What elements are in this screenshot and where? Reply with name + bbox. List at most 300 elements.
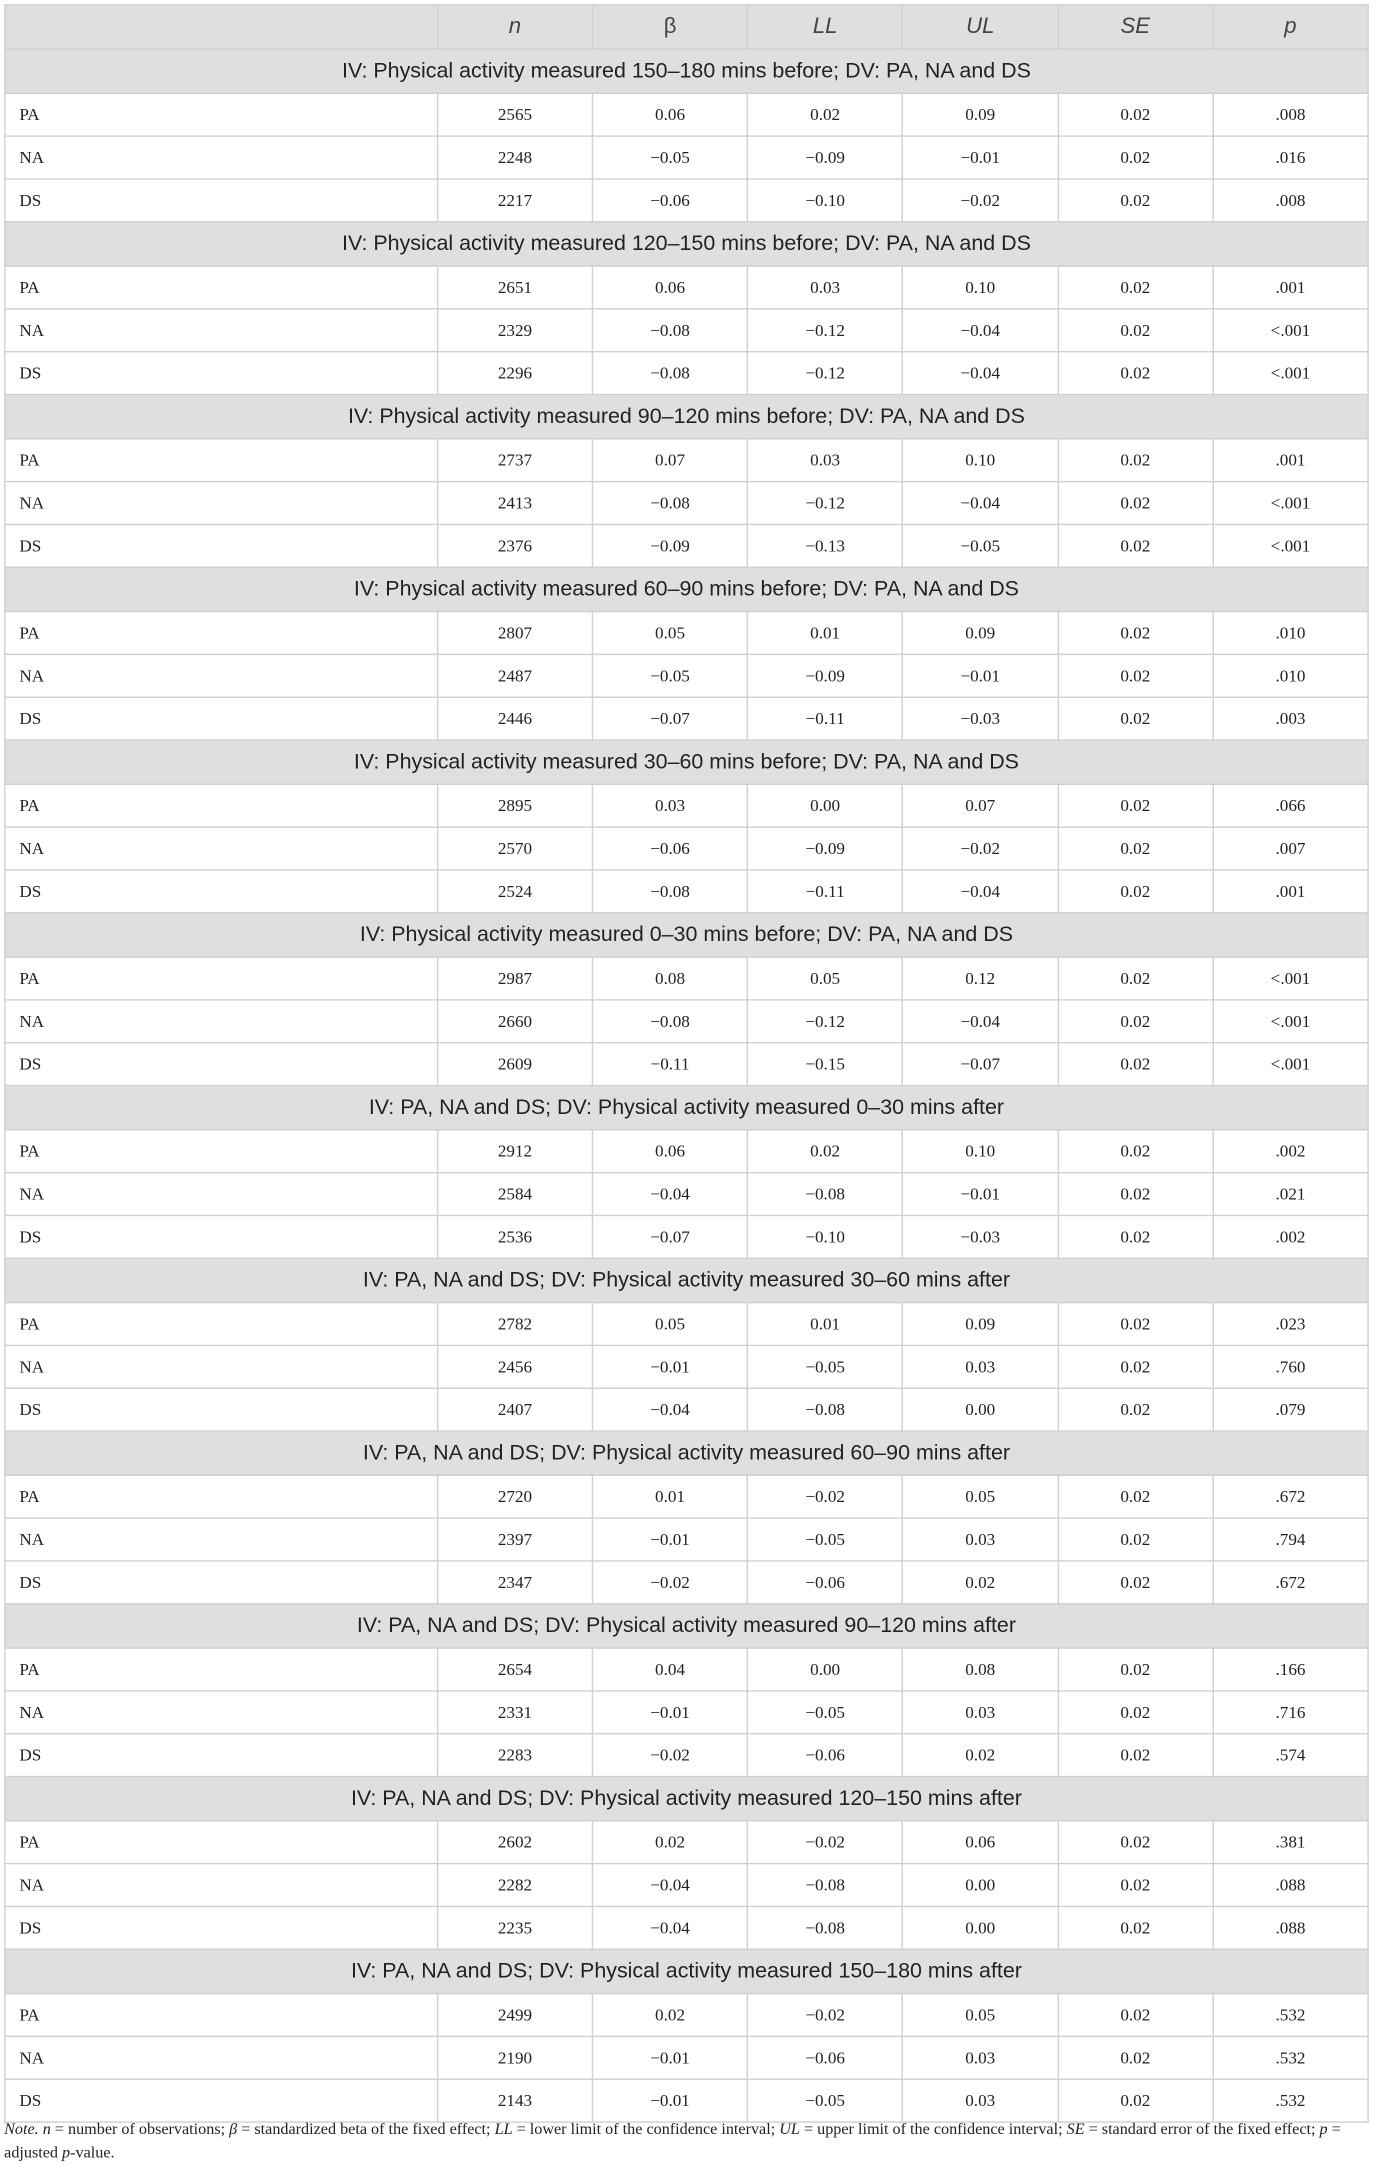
row-label: NA xyxy=(5,136,438,179)
row-label: PA xyxy=(5,439,438,482)
section-title: IV: Physical activity measured 0–30 mins before; DV: PA, NA and DS xyxy=(5,913,1368,957)
row-label: PA xyxy=(5,1130,438,1173)
beta-value: −0.06 xyxy=(593,827,748,870)
p-value: .672 xyxy=(1213,1561,1368,1604)
table-row xyxy=(5,2079,1368,2122)
beta-value: 0.06 xyxy=(593,93,748,136)
ll-value: 0.01 xyxy=(748,1303,903,1346)
se-value: 0.02 xyxy=(1058,1518,1213,1561)
row-label: PA xyxy=(5,1475,438,1518)
beta-value: 0.05 xyxy=(593,1303,748,1346)
row-label: DS xyxy=(5,2079,438,2122)
n-value: 2609 xyxy=(437,1043,592,1086)
se-value: 0.02 xyxy=(1058,1864,1213,1907)
p-value: .021 xyxy=(1213,1173,1368,1216)
row-label: NA xyxy=(5,309,438,352)
row-label: NA xyxy=(5,2036,438,2079)
se-value: 0.02 xyxy=(1058,439,1213,482)
n-value: 2536 xyxy=(437,1215,592,1258)
beta-value: −0.06 xyxy=(593,179,748,222)
p-value: .016 xyxy=(1213,136,1368,179)
n-value: 2737 xyxy=(437,439,592,482)
table-row xyxy=(5,136,1368,179)
n-value: 2347 xyxy=(437,1561,592,1604)
n-value: 2446 xyxy=(437,697,592,740)
row-label: DS xyxy=(5,179,438,222)
p-value: .532 xyxy=(1213,2079,1368,2122)
se-value: 0.02 xyxy=(1058,1475,1213,1518)
ll-value: 0.05 xyxy=(748,957,903,1000)
ll-value: −0.08 xyxy=(748,1864,903,1907)
ll-value: −0.08 xyxy=(748,1173,903,1216)
beta-value: −0.04 xyxy=(593,1864,748,1907)
se-value: 0.02 xyxy=(1058,957,1213,1000)
ll-value: 0.00 xyxy=(748,1648,903,1691)
beta-value: −0.04 xyxy=(593,1906,748,1949)
p-value: .166 xyxy=(1213,1648,1368,1691)
n-value: 2376 xyxy=(437,524,592,567)
ll-value: −0.08 xyxy=(748,1388,903,1431)
beta-value: −0.01 xyxy=(593,1518,748,1561)
ul-value: 0.00 xyxy=(903,1906,1058,1949)
header-beta: β xyxy=(593,5,748,49)
ul-value: 0.10 xyxy=(903,1130,1058,1173)
header-p: p xyxy=(1213,5,1368,49)
note-symbol: UL xyxy=(779,2119,800,2138)
section-title: IV: PA, NA and DS; DV: Physical activity measured 90–120 mins after xyxy=(5,1604,1368,1648)
se-value: 0.02 xyxy=(1058,1215,1213,1258)
beta-value: 0.05 xyxy=(593,612,748,655)
n-value: 2397 xyxy=(437,1518,592,1561)
ul-value: −0.04 xyxy=(903,309,1058,352)
row-label: DS xyxy=(5,1734,438,1777)
table-row xyxy=(5,957,1368,1000)
section-title: IV: PA, NA and DS; DV: Physical activity measured 150–180 mins after xyxy=(5,1949,1368,1993)
p-value: .532 xyxy=(1213,2036,1368,2079)
ll-value: −0.06 xyxy=(748,1734,903,1777)
row-label: DS xyxy=(5,870,438,913)
row-label: DS xyxy=(5,1906,438,1949)
n-value: 2602 xyxy=(437,1821,592,1864)
ul-value: 0.03 xyxy=(903,1691,1058,1734)
beta-value: −0.08 xyxy=(593,482,748,525)
beta-value: −0.07 xyxy=(593,1215,748,1258)
table-row xyxy=(5,1734,1368,1777)
beta-value: −0.01 xyxy=(593,2036,748,2079)
table-row xyxy=(5,1000,1368,1043)
ul-value: 0.00 xyxy=(903,1864,1058,1907)
se-value: 0.02 xyxy=(1058,654,1213,697)
section-header-row xyxy=(5,1949,1368,1993)
beta-value: −0.08 xyxy=(593,870,748,913)
ll-value: −0.08 xyxy=(748,1906,903,1949)
ul-value: −0.04 xyxy=(903,870,1058,913)
beta-value: −0.09 xyxy=(593,524,748,567)
se-value: 0.02 xyxy=(1058,1821,1213,1864)
note-symbol: p xyxy=(62,2143,71,2162)
n-value: 2912 xyxy=(437,1130,592,1173)
ll-value: −0.12 xyxy=(748,309,903,352)
p-value: <.001 xyxy=(1213,309,1368,352)
p-value: .001 xyxy=(1213,266,1368,309)
table-row xyxy=(5,1043,1368,1086)
p-value: .003 xyxy=(1213,697,1368,740)
beta-value: 0.06 xyxy=(593,266,748,309)
n-value: 2235 xyxy=(437,1906,592,1949)
section-header-row xyxy=(5,567,1368,611)
ll-value: −0.10 xyxy=(748,179,903,222)
note-text: = upper limit of the confidence interval; xyxy=(799,2119,1067,2138)
section-header-row xyxy=(5,222,1368,266)
se-value: 0.02 xyxy=(1058,1388,1213,1431)
section-header-row xyxy=(5,740,1368,784)
ul-value: 0.06 xyxy=(903,1821,1058,1864)
ul-value: 0.12 xyxy=(903,957,1058,1000)
se-value: 0.02 xyxy=(1058,1345,1213,1388)
table-row xyxy=(5,1561,1368,1604)
table-row xyxy=(5,1303,1368,1346)
row-label: PA xyxy=(5,1648,438,1691)
table-row xyxy=(5,1345,1368,1388)
beta-value: −0.04 xyxy=(593,1173,748,1216)
ul-value: 0.00 xyxy=(903,1388,1058,1431)
n-value: 2524 xyxy=(437,870,592,913)
ll-value: −0.09 xyxy=(748,827,903,870)
n-value: 2282 xyxy=(437,1864,592,1907)
row-label: NA xyxy=(5,1000,438,1043)
note-text: = standard error of the fixed effect; xyxy=(1084,2119,1320,2138)
row-label: PA xyxy=(5,93,438,136)
table-row xyxy=(5,1388,1368,1431)
se-value: 0.02 xyxy=(1058,1173,1213,1216)
p-value: .079 xyxy=(1213,1388,1368,1431)
ll-value: 0.03 xyxy=(748,439,903,482)
table-row xyxy=(5,1821,1368,1864)
ll-value: −0.15 xyxy=(748,1043,903,1086)
se-value: 0.02 xyxy=(1058,1043,1213,1086)
note-symbol: p xyxy=(1319,2119,1328,2138)
beta-value: −0.08 xyxy=(593,309,748,352)
row-label: NA xyxy=(5,1864,438,1907)
n-value: 2248 xyxy=(437,136,592,179)
p-value: .023 xyxy=(1213,1303,1368,1346)
ul-value: 0.03 xyxy=(903,1518,1058,1561)
section-title: IV: PA, NA and DS; DV: Physical activity measured 30–60 mins after xyxy=(5,1258,1368,1302)
p-value: .001 xyxy=(1213,870,1368,913)
ul-value: 0.08 xyxy=(903,1648,1058,1691)
ul-value: 0.05 xyxy=(903,1994,1058,2037)
ll-value: −0.05 xyxy=(748,1518,903,1561)
table-row xyxy=(5,1475,1368,1518)
n-value: 2456 xyxy=(437,1345,592,1388)
ll-value: −0.06 xyxy=(748,1561,903,1604)
table-body xyxy=(5,49,1368,2122)
table-row xyxy=(5,439,1368,482)
se-value: 0.02 xyxy=(1058,179,1213,222)
ul-value: 0.07 xyxy=(903,784,1058,827)
row-label: NA xyxy=(5,1173,438,1216)
n-value: 2407 xyxy=(437,1388,592,1431)
p-value: <.001 xyxy=(1213,957,1368,1000)
ll-value: −0.05 xyxy=(748,1691,903,1734)
note-symbol: β xyxy=(229,2119,238,2138)
se-value: 0.02 xyxy=(1058,352,1213,395)
ll-value: −0.02 xyxy=(748,1994,903,2037)
row-label: PA xyxy=(5,266,438,309)
ul-value: −0.01 xyxy=(903,654,1058,697)
p-value: .672 xyxy=(1213,1475,1368,1518)
se-value: 0.02 xyxy=(1058,870,1213,913)
ul-value: −0.03 xyxy=(903,697,1058,740)
table-row xyxy=(5,1691,1368,1734)
n-value: 2584 xyxy=(437,1173,592,1216)
section-header-row xyxy=(5,913,1368,957)
row-label: DS xyxy=(5,1043,438,1086)
beta-value: 0.02 xyxy=(593,1821,748,1864)
row-label: NA xyxy=(5,482,438,525)
section-title: IV: PA, NA and DS; DV: Physical activity measured 0–30 mins after xyxy=(5,1086,1368,1130)
row-label: NA xyxy=(5,1691,438,1734)
n-value: 2296 xyxy=(437,352,592,395)
beta-value: 0.03 xyxy=(593,784,748,827)
se-value: 0.02 xyxy=(1058,1648,1213,1691)
note-symbol: SE xyxy=(1066,2119,1085,2138)
p-value: <.001 xyxy=(1213,482,1368,525)
ll-value: −0.09 xyxy=(748,136,903,179)
beta-value: −0.01 xyxy=(593,2079,748,2122)
se-value: 0.02 xyxy=(1058,827,1213,870)
row-label: DS xyxy=(5,524,438,567)
table-row xyxy=(5,2036,1368,2079)
table-row xyxy=(5,1130,1368,1173)
beta-value: 0.06 xyxy=(593,1130,748,1173)
n-value: 2190 xyxy=(437,2036,592,2079)
p-value: .010 xyxy=(1213,612,1368,655)
ll-value: −0.10 xyxy=(748,1215,903,1258)
se-value: 0.02 xyxy=(1058,1994,1213,2037)
header-label xyxy=(5,5,438,49)
row-label: DS xyxy=(5,1388,438,1431)
p-value: .574 xyxy=(1213,1734,1368,1777)
se-value: 0.02 xyxy=(1058,266,1213,309)
row-label: PA xyxy=(5,1303,438,1346)
beta-value: −0.11 xyxy=(593,1043,748,1086)
ul-value: 0.10 xyxy=(903,439,1058,482)
row-label: DS xyxy=(5,1561,438,1604)
row-label: DS xyxy=(5,352,438,395)
section-title: IV: Physical activity measured 60–90 mins before; DV: PA, NA and DS xyxy=(5,567,1368,611)
ll-value: −0.12 xyxy=(748,482,903,525)
row-label: NA xyxy=(5,1518,438,1561)
n-value: 2329 xyxy=(437,309,592,352)
p-value: .716 xyxy=(1213,1691,1368,1734)
ll-value: 0.01 xyxy=(748,612,903,655)
ll-value: −0.05 xyxy=(748,2079,903,2122)
ul-value: −0.07 xyxy=(903,1043,1058,1086)
p-value: .007 xyxy=(1213,827,1368,870)
se-value: 0.02 xyxy=(1058,136,1213,179)
ul-value: −0.01 xyxy=(903,1173,1058,1216)
p-value: .066 xyxy=(1213,784,1368,827)
se-value: 0.02 xyxy=(1058,2079,1213,2122)
ll-value: 0.03 xyxy=(748,266,903,309)
ul-value: 0.10 xyxy=(903,266,1058,309)
row-label: NA xyxy=(5,654,438,697)
table-row xyxy=(5,1648,1368,1691)
header-ll: LL xyxy=(748,5,903,49)
results-table xyxy=(4,4,1369,2123)
beta-value: −0.05 xyxy=(593,654,748,697)
row-label: PA xyxy=(5,1994,438,2037)
section-header-row xyxy=(5,395,1368,439)
p-value: .760 xyxy=(1213,1345,1368,1388)
row-label: DS xyxy=(5,1215,438,1258)
table-row xyxy=(5,1906,1368,1949)
se-value: 0.02 xyxy=(1058,309,1213,352)
se-value: 0.02 xyxy=(1058,1000,1213,1043)
p-value: .008 xyxy=(1213,179,1368,222)
n-value: 2143 xyxy=(437,2079,592,2122)
header-se: SE xyxy=(1058,5,1213,49)
ul-value: −0.01 xyxy=(903,136,1058,179)
n-value: 2782 xyxy=(437,1303,592,1346)
se-value: 0.02 xyxy=(1058,1734,1213,1777)
beta-value: 0.04 xyxy=(593,1648,748,1691)
p-value: .010 xyxy=(1213,654,1368,697)
ul-value: −0.05 xyxy=(903,524,1058,567)
ll-value: −0.13 xyxy=(748,524,903,567)
beta-value: −0.08 xyxy=(593,1000,748,1043)
row-label: PA xyxy=(5,612,438,655)
table-row xyxy=(5,1994,1368,2037)
n-value: 2487 xyxy=(437,654,592,697)
ll-value: −0.02 xyxy=(748,1475,903,1518)
n-value: 2660 xyxy=(437,1000,592,1043)
p-value: <.001 xyxy=(1213,524,1368,567)
p-value: .002 xyxy=(1213,1215,1368,1258)
beta-value: 0.08 xyxy=(593,957,748,1000)
ll-value: −0.12 xyxy=(748,1000,903,1043)
ll-value: −0.05 xyxy=(748,1345,903,1388)
ll-value: −0.06 xyxy=(748,2036,903,2079)
p-value: .381 xyxy=(1213,1821,1368,1864)
beta-value: −0.08 xyxy=(593,352,748,395)
ul-value: −0.04 xyxy=(903,482,1058,525)
ul-value: −0.02 xyxy=(903,179,1058,222)
row-label: NA xyxy=(5,1345,438,1388)
se-value: 0.02 xyxy=(1058,2036,1213,2079)
ll-value: −0.09 xyxy=(748,654,903,697)
table-row xyxy=(5,524,1368,567)
beta-value: 0.01 xyxy=(593,1475,748,1518)
ul-value: 0.02 xyxy=(903,1734,1058,1777)
ll-value: −0.02 xyxy=(748,1821,903,1864)
table-row xyxy=(5,309,1368,352)
se-value: 0.02 xyxy=(1058,524,1213,567)
n-value: 2987 xyxy=(437,957,592,1000)
ll-value: 0.02 xyxy=(748,1130,903,1173)
table-row xyxy=(5,266,1368,309)
note-symbol: n xyxy=(42,2119,51,2138)
table-row xyxy=(5,697,1368,740)
beta-value: −0.01 xyxy=(593,1691,748,1734)
row-label: PA xyxy=(5,784,438,827)
table-note xyxy=(4,2117,1373,2164)
ul-value: 0.03 xyxy=(903,2079,1058,2122)
n-value: 2565 xyxy=(437,93,592,136)
ul-value: 0.09 xyxy=(903,1303,1058,1346)
p-value: .532 xyxy=(1213,1994,1368,2037)
beta-value: −0.05 xyxy=(593,136,748,179)
section-header-row xyxy=(5,49,1368,93)
header-n: n xyxy=(437,5,592,49)
table-row xyxy=(5,1518,1368,1561)
se-value: 0.02 xyxy=(1058,482,1213,525)
p-value: .794 xyxy=(1213,1518,1368,1561)
row-label: NA xyxy=(5,827,438,870)
note-lead: Note. xyxy=(4,2119,39,2138)
n-value: 2283 xyxy=(437,1734,592,1777)
p-value: <.001 xyxy=(1213,1000,1368,1043)
ll-value: −0.12 xyxy=(748,352,903,395)
ul-value: 0.03 xyxy=(903,2036,1058,2079)
note-text: = adjusted xyxy=(4,2119,1341,2162)
note-text: = number of observations; xyxy=(50,2119,230,2138)
table-row xyxy=(5,482,1368,525)
n-value: 2499 xyxy=(437,1994,592,2037)
n-value: 2651 xyxy=(437,266,592,309)
section-title: IV: Physical activity measured 150–180 mins before; DV: PA, NA and DS xyxy=(5,49,1368,93)
se-value: 0.02 xyxy=(1058,697,1213,740)
note-symbol: LL xyxy=(494,2119,513,2138)
note-text: -value. xyxy=(70,2143,115,2162)
n-value: 2217 xyxy=(437,179,592,222)
row-label: PA xyxy=(5,1821,438,1864)
section-title: IV: PA, NA and DS; DV: Physical activity measured 60–90 mins after xyxy=(5,1431,1368,1475)
row-label: PA xyxy=(5,957,438,1000)
section-title: IV: PA, NA and DS; DV: Physical activity measured 120–150 mins after xyxy=(5,1777,1368,1821)
ul-value: −0.03 xyxy=(903,1215,1058,1258)
ul-value: 0.09 xyxy=(903,612,1058,655)
n-value: 2654 xyxy=(437,1648,592,1691)
ul-value: −0.02 xyxy=(903,827,1058,870)
ll-value: −0.11 xyxy=(748,697,903,740)
ul-value: 0.09 xyxy=(903,93,1058,136)
row-label: DS xyxy=(5,697,438,740)
table-row xyxy=(5,1215,1368,1258)
table-row xyxy=(5,870,1368,913)
section-header-row xyxy=(5,1604,1368,1648)
se-value: 0.02 xyxy=(1058,1561,1213,1604)
ll-value: 0.00 xyxy=(748,784,903,827)
beta-value: −0.07 xyxy=(593,697,748,740)
section-title: IV: Physical activity measured 120–150 mins before; DV: PA, NA and DS xyxy=(5,222,1368,266)
table-row xyxy=(5,654,1368,697)
p-value: .008 xyxy=(1213,93,1368,136)
se-value: 0.02 xyxy=(1058,612,1213,655)
table-row xyxy=(5,93,1368,136)
se-value: 0.02 xyxy=(1058,1303,1213,1346)
n-value: 2570 xyxy=(437,827,592,870)
ll-value: −0.11 xyxy=(748,870,903,913)
section-header-row xyxy=(5,1777,1368,1821)
section-header-row xyxy=(5,1431,1368,1475)
beta-value: −0.02 xyxy=(593,1561,748,1604)
table-row xyxy=(5,179,1368,222)
ul-value: 0.02 xyxy=(903,1561,1058,1604)
ul-value: −0.04 xyxy=(903,1000,1058,1043)
p-value: .088 xyxy=(1213,1864,1368,1907)
